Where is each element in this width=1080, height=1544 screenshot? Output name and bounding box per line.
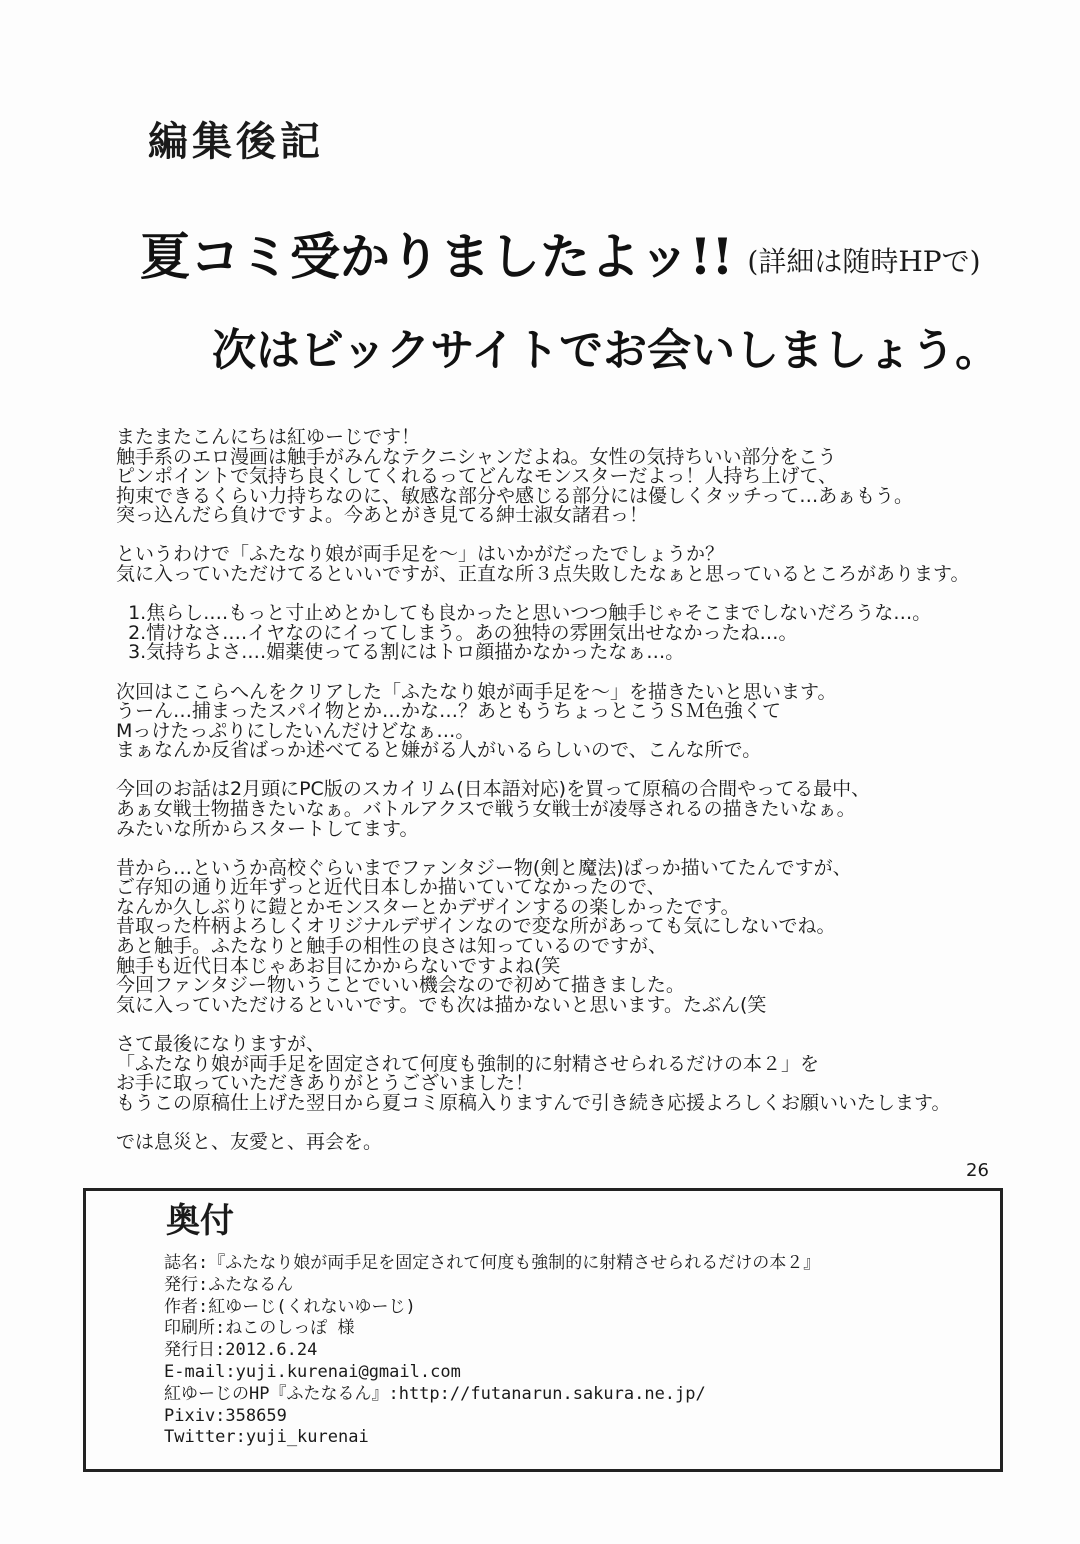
body-line: 触手系のエロ漫画は触手がみんなテクニシャンだよね。女性の気持ちいい部分をこう xyxy=(116,445,837,468)
body-line: ピンポイントで気持ち良くしてくれるってどんなモンスターだよっ！人持ち上げて、 xyxy=(116,465,838,488)
body-line: お手に取っていただきありがとうございました！ xyxy=(116,1072,535,1095)
colophon-lines xyxy=(164,1253,820,1449)
body-line: あぁ女戦士物描きたいなぁ。バトルアクスで戦う女戦士が凌辱されるの描きたいなぁ。 xyxy=(116,797,856,820)
body-line: Mっけたっぷりにしたいんだけどなぁ…。 xyxy=(116,719,475,742)
headline-line-1: 夏コミ受かりましたよッ!! xyxy=(140,227,734,286)
body-line: 次回はここらへんをクリアした「ふたなり娘が両手足を～」を描きたいと思います。 xyxy=(116,680,837,703)
body-line: 今回ファンタジー物いうことでいい機会なので初めて描きました。 xyxy=(116,974,685,997)
page-heading: 編集後記 xyxy=(148,119,324,165)
headline-line-2: 次はビックサイトでお会いしましょう。 xyxy=(212,325,1000,376)
body-line: 触手も近代日本じゃあお目にかからないですよね(笑 xyxy=(116,954,561,977)
colophon-line: 発行:ふたなるん xyxy=(164,1274,294,1295)
colophon-line: 発行日:2012.6.24 xyxy=(164,1340,318,1361)
body-line: あと触手。ふたなりと触手の相性の良さは知っているのですが、 xyxy=(116,935,668,958)
body-line: 1.焦らし.…もっと寸止めとかしても良かったと思いつつ触手じゃそこまでしないだろうな…。 xyxy=(116,602,932,625)
body-line: さて最後になりますが、 xyxy=(116,1032,326,1055)
colophon-line: Pixiv:358659 xyxy=(164,1405,287,1426)
body-line: では息災と、友愛と、再会を。 xyxy=(116,1130,383,1153)
colophon-line: E-mail:yuji.kurenai@gmail.com xyxy=(164,1361,461,1382)
body-line: みたいな所からスタートしてます。 xyxy=(116,817,419,840)
colophon-line: Twitter:yuji_kurenai xyxy=(164,1427,369,1448)
body-line: 拘束できるくらい力持ちなのに、敏感な部分や感じる部分には優しくタッチって…あぁもう。 xyxy=(116,484,914,507)
body-line: ご存知の通り近年ずっと近代日本しか描いていてなかったので、 xyxy=(116,876,666,899)
body-line: うーん…捕まったスパイ物とか…かな…？あともうちょっとこうＳＭ色強くて xyxy=(116,700,782,723)
body-line: またまたこんにちは紅ゆーじです！ xyxy=(116,426,421,448)
body-line: 気に入っていただけてるといいですが、正直な所３点失敗したなぁと思っているところがあります。 xyxy=(116,563,970,586)
body-line xyxy=(116,1113,1016,1133)
body-line: 3.気持ちよさ.…媚薬使ってる割にはトロ顔描かなかったなぁ…。 xyxy=(116,641,685,664)
body-line xyxy=(116,839,1016,859)
body-line: 突っ込んだら負けですよ。今あとがき見てる紳士淑女諸君っ！ xyxy=(116,504,649,527)
headline-note: (詳細は随時HPで) xyxy=(747,244,981,278)
colophon-line: 紅ゆーじのHP『ふたなるん』:http://futanarun.sakura.ne.jp/ xyxy=(164,1383,706,1404)
colophon-line: 作者:紅ゆーじ(くれないゆーじ) xyxy=(164,1296,416,1317)
afterword-body xyxy=(116,428,1016,1152)
colophon-title: 奥付 xyxy=(166,1201,234,1241)
body-line: 2.情けなさ.…イヤなのにイってしまう。あの独特の雰囲気出せなかったね…。 xyxy=(116,621,798,644)
body-line: 気に入っていただけるといいです。でも次は描かないと思います。たぶん(笑 xyxy=(116,993,767,1016)
colophon-box xyxy=(83,1188,1003,1472)
body-line: なんか久しぶりに鎧とかモンスターとかデザインするの楽しかったです。 xyxy=(116,895,740,918)
colophon-line: 印刷所:ねこのしっぽ 様 xyxy=(164,1318,355,1339)
page-number: 26 xyxy=(966,1160,989,1181)
body-line: 「ふたなり娘が両手足を固定されて何度も強制的に射精させられるだけの本２」を xyxy=(116,1052,820,1075)
body-line xyxy=(116,663,1016,683)
body-line: 昔取った杵柄よろしくオリジナルデザインなので変な所があっても気にしないでね。 xyxy=(116,915,836,938)
body-line: 昔から…というか高校ぐらいまでファンタジー物(剣と魔法)ばっか描いてたんですが、 xyxy=(116,856,852,879)
body-line xyxy=(116,1015,1016,1035)
headline-row xyxy=(140,228,981,286)
body-line: もうこの原稿仕上げた翌日から夏コミ原稿入りますんで引き続き応援よろしくお願いいたします。 xyxy=(116,1091,951,1114)
body-line: まぁなんか反省ばっか述べてると嫌がる人がいるらしいので、こんな所で。 xyxy=(116,739,762,762)
body-line: 今回のお話は2月頭にPC版のスカイリム(日本語対応)を買って原稿の合間やってる最中、 xyxy=(116,778,871,801)
body-line: というわけで「ふたなり娘が両手足を～」はいかがだったでしょうか？ xyxy=(116,543,725,566)
colophon-line: 誌名:『ふたなり娘が両手足を固定されて何度も強制的に射精させられるだけの本２』 xyxy=(164,1253,821,1273)
